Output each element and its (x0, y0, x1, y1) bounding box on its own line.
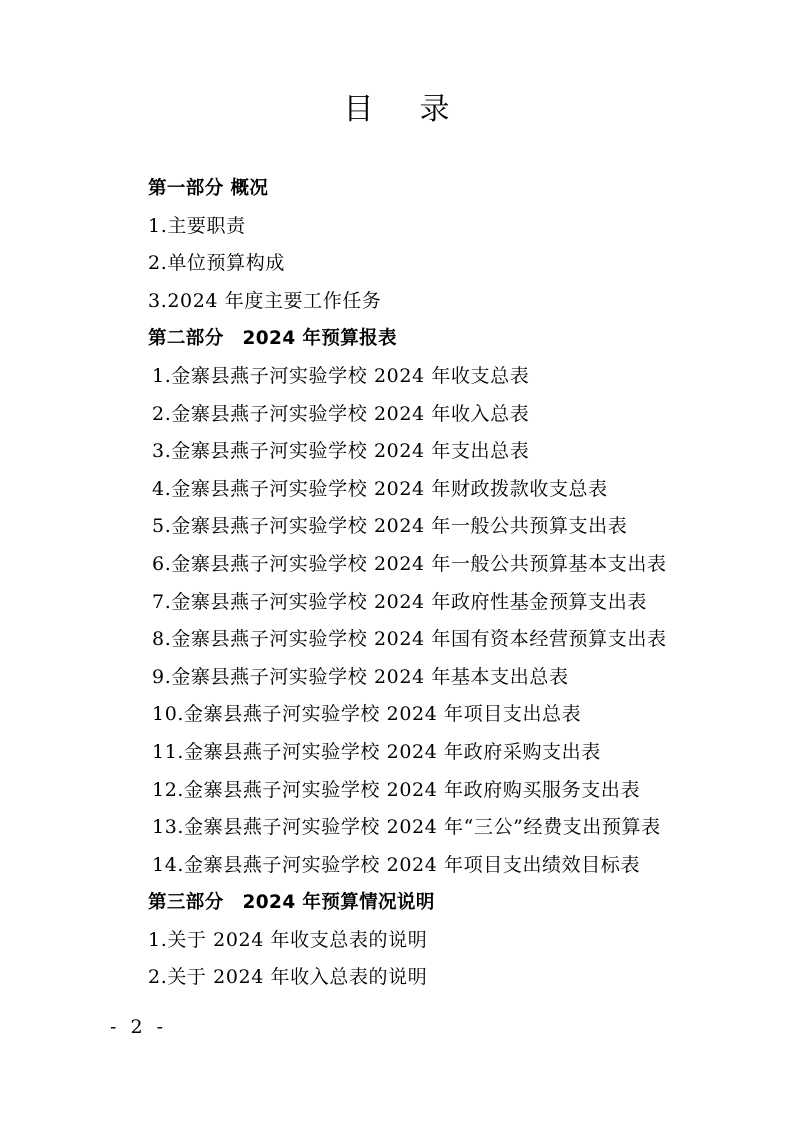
toc-entry[interactable]: 4.金寨县燕子河实验学校 2024 年财政拨款收支总表 (152, 477, 608, 500)
title-char-2: 录 (419, 92, 450, 127)
table-of-contents (148, 170, 768, 997)
section-heading-1[interactable]: 第一部分 概况 (148, 178, 269, 199)
toc-entry[interactable]: 3.金寨县燕子河实验学校 2024 年支出总表 (152, 440, 530, 463)
page-number: - 2 - (110, 1016, 168, 1038)
toc-entry[interactable]: 11.金寨县燕子河实验学校 2024 年政府采购支出表 (152, 740, 601, 763)
page-title (0, 88, 793, 132)
toc-entry[interactable]: 13.金寨县燕子河实验学校 2024 年“三公”经费支出预算表 (152, 816, 661, 839)
toc-entry[interactable]: 1.关于 2024 年收支总表的说明 (148, 928, 428, 951)
toc-entry[interactable]: 2.关于 2024 年收入总表的说明 (148, 966, 428, 989)
toc-entry[interactable]: 1.主要职责 (148, 214, 246, 237)
toc-entry[interactable]: 2.金寨县燕子河实验学校 2024 年收入总表 (152, 402, 530, 425)
toc-entry[interactable]: 9.金寨县燕子河实验学校 2024 年基本支出总表 (152, 665, 569, 688)
toc-entry[interactable]: 8.金寨县燕子河实验学校 2024 年国有资本经营预算支出表 (152, 628, 667, 651)
toc-entry[interactable]: 14.金寨县燕子河实验学校 2024 年项目支出绩效目标表 (152, 853, 641, 876)
toc-entry[interactable]: 5.金寨县燕子河实验学校 2024 年一般公共预算支出表 (152, 515, 628, 538)
title-char-1: 目 (343, 92, 374, 127)
toc-entry[interactable]: 7.金寨县燕子河实验学校 2024 年政府性基金预算支出表 (152, 590, 647, 613)
toc-entry[interactable]: 6.金寨县燕子河实验学校 2024 年一般公共预算基本支出表 (152, 552, 667, 575)
toc-entry[interactable]: 2.单位预算构成 (148, 252, 285, 275)
toc-entry[interactable]: 10.金寨县燕子河实验学校 2024 年项目支出总表 (152, 703, 582, 726)
section-heading-2[interactable]: 第二部分 2024 年预算报表 (148, 328, 397, 350)
toc-entry[interactable]: 12.金寨县燕子河实验学校 2024 年政府购买服务支出表 (152, 778, 641, 801)
toc-entry[interactable]: 3.2024 年度主要工作任务 (148, 289, 382, 312)
toc-entry[interactable]: 1.金寨县燕子河实验学校 2024 年收支总表 (152, 364, 530, 387)
section-heading-3[interactable]: 第三部分 2024 年预算情况说明 (148, 892, 435, 914)
